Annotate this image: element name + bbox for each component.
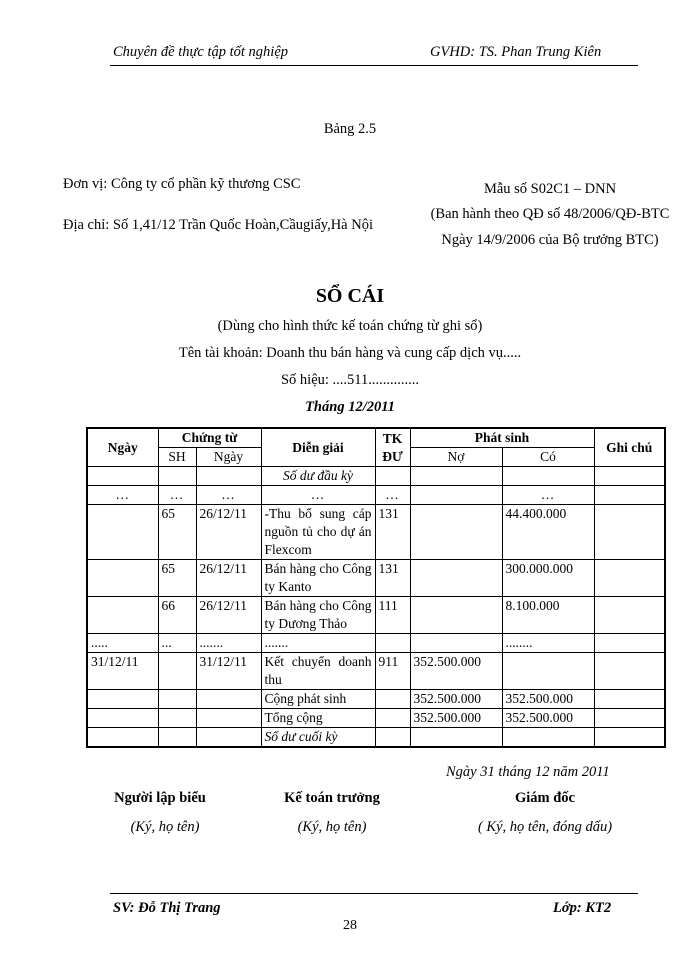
- cell-contra: 911: [375, 653, 410, 690]
- total-arising-label: Cộng phát sinh: [261, 690, 375, 709]
- cell-vdate: …: [196, 486, 261, 505]
- cell-date: 31/12/11: [87, 653, 158, 690]
- ledger-table: [86, 427, 666, 748]
- col-voucher-no: SH: [158, 448, 196, 467]
- cell-date: [87, 560, 158, 597]
- form-issued-line1: (Ban hành theo QĐ số 48/2006/QĐ-BTC: [430, 206, 670, 222]
- cell-sh: 65: [158, 505, 196, 560]
- col-date: Ngày: [87, 428, 158, 467]
- cell-desc: Kết chuyển doanh thu: [261, 653, 375, 690]
- cell-debit: 352.500.000: [410, 653, 502, 690]
- closing-row: [87, 728, 665, 748]
- cell-vdate: 26/12/11: [196, 560, 261, 597]
- header-right: GVHD: TS. Phan Trung Kiên: [430, 44, 602, 60]
- cell-credit: …: [502, 486, 594, 505]
- cell-contra: [375, 634, 410, 653]
- cell-credit: 8.100.000: [502, 597, 594, 634]
- form-issued-line2: Ngày 14/9/2006 của Bộ trưởng BTC): [441, 232, 659, 248]
- grand-total-credit: 352.500.000: [502, 709, 594, 728]
- cell-sh: 66: [158, 597, 196, 634]
- signer-director: Giám đốc: [514, 790, 575, 806]
- cell-desc: Bán hàng cho Công ty Kanto: [261, 560, 375, 597]
- cell-debit: [410, 505, 502, 560]
- footer-class: Lớp: KT2: [553, 900, 612, 916]
- table-row: [87, 597, 665, 634]
- cell-date: …: [87, 486, 158, 505]
- col-note: Ghi chú: [594, 428, 665, 467]
- signer-preparer: Người lập biểu: [114, 790, 206, 806]
- col-voucher: Chứng từ: [158, 428, 261, 448]
- period: Tháng 12/2011: [305, 399, 395, 415]
- account-name: Tên tài khoản: Doanh thu bán hàng và cung cấp dịch vụ.....: [178, 345, 522, 361]
- total-arising-credit: 352.500.000: [502, 690, 594, 709]
- cell-desc: Bán hàng cho Công ty Dương Thảo: [261, 597, 375, 634]
- page-title: SỔ CÁI: [315, 285, 385, 307]
- cell-vdate: .......: [196, 634, 261, 653]
- cell-sh: …: [158, 486, 196, 505]
- grand-total-debit: 352.500.000: [410, 709, 502, 728]
- cell-debit: [410, 560, 502, 597]
- cell-date: [87, 597, 158, 634]
- table-row: [87, 634, 665, 653]
- cell-desc: -Thu bổ sung cáp nguồn tủ cho dự án Flexcom: [261, 505, 375, 560]
- table-label: Bảng 2.5: [323, 121, 377, 137]
- page-number: 28: [343, 918, 357, 933]
- cell-debit: [410, 597, 502, 634]
- cell-vdate: 26/12/11: [196, 597, 261, 634]
- cell-contra: 111: [375, 597, 410, 634]
- signer-chief-accountant-note: (Ký, họ tên): [297, 819, 367, 835]
- unit-line: Đơn vị: Công ty cổ phần kỹ thương CSC: [63, 176, 301, 192]
- cell-sh: [158, 653, 196, 690]
- grand-total-row: [87, 709, 665, 728]
- col-description: Diễn giải: [261, 428, 375, 467]
- sign-date: Ngày 31 tháng 12 năm 2011: [446, 764, 610, 780]
- col-voucher-date: Ngày: [196, 448, 261, 467]
- table-row: [87, 505, 665, 560]
- cell-credit: 44.400.000: [502, 505, 594, 560]
- total-arising-row: [87, 690, 665, 709]
- col-credit: Có: [502, 448, 594, 467]
- cell-contra: …: [375, 486, 410, 505]
- footer-rule: [110, 893, 638, 894]
- cell-credit: [502, 653, 594, 690]
- cell-sh: ...: [158, 634, 196, 653]
- footer-student: SV: Đỗ Thị Trang: [113, 900, 221, 916]
- total-arising-debit: 352.500.000: [410, 690, 502, 709]
- cell-vdate: 31/12/11: [196, 653, 261, 690]
- cell-contra: 131: [375, 560, 410, 597]
- signer-preparer-note: (Ký, họ tên): [130, 819, 200, 835]
- cell-desc: …: [261, 486, 375, 505]
- signer-director-note: ( Ký, họ tên, đóng dấu): [477, 819, 613, 835]
- table-row: [87, 560, 665, 597]
- cell-date: [87, 505, 158, 560]
- address-line: Địa chỉ: Số 1,41/12 Trần Quốc Hoàn,Cầugiấy,Hà Nội: [63, 217, 373, 233]
- col-contra: TK ĐƯ: [375, 428, 410, 467]
- cell-credit: ........: [502, 634, 594, 653]
- cell-credit: 300.000.000: [502, 560, 594, 597]
- cell-contra: 131: [375, 505, 410, 560]
- cell-desc: .......: [261, 634, 375, 653]
- table-row: [87, 653, 665, 690]
- grand-total-label: Tổng cộng: [261, 709, 375, 728]
- col-debit: Nợ: [410, 448, 502, 467]
- header-left: Chuyên đề thực tập tốt nghiệp: [113, 44, 289, 60]
- opening-label: Số dư đầu kỳ: [261, 467, 375, 486]
- closing-label: Số dư cuối kỳ: [261, 728, 375, 748]
- form-info: [410, 176, 690, 253]
- subtitle: (Dùng cho hình thức kế toán chứng từ ghi sổ): [217, 318, 483, 334]
- opening-row: [87, 467, 665, 486]
- cell-date: .....: [87, 634, 158, 653]
- account-number: Số hiệu: ....511..............: [280, 372, 420, 388]
- table-row: [87, 486, 665, 505]
- cell-debit: [410, 634, 502, 653]
- signer-chief-accountant: Kế toán trưởng: [284, 790, 380, 806]
- cell-sh: 65: [158, 560, 196, 597]
- col-amount: Phát sinh: [410, 428, 594, 448]
- cell-vdate: 26/12/11: [196, 505, 261, 560]
- form-code: Mẫu số S02C1 – DNN: [483, 181, 617, 197]
- header-rule: [110, 65, 638, 66]
- cell-debit: [410, 486, 502, 505]
